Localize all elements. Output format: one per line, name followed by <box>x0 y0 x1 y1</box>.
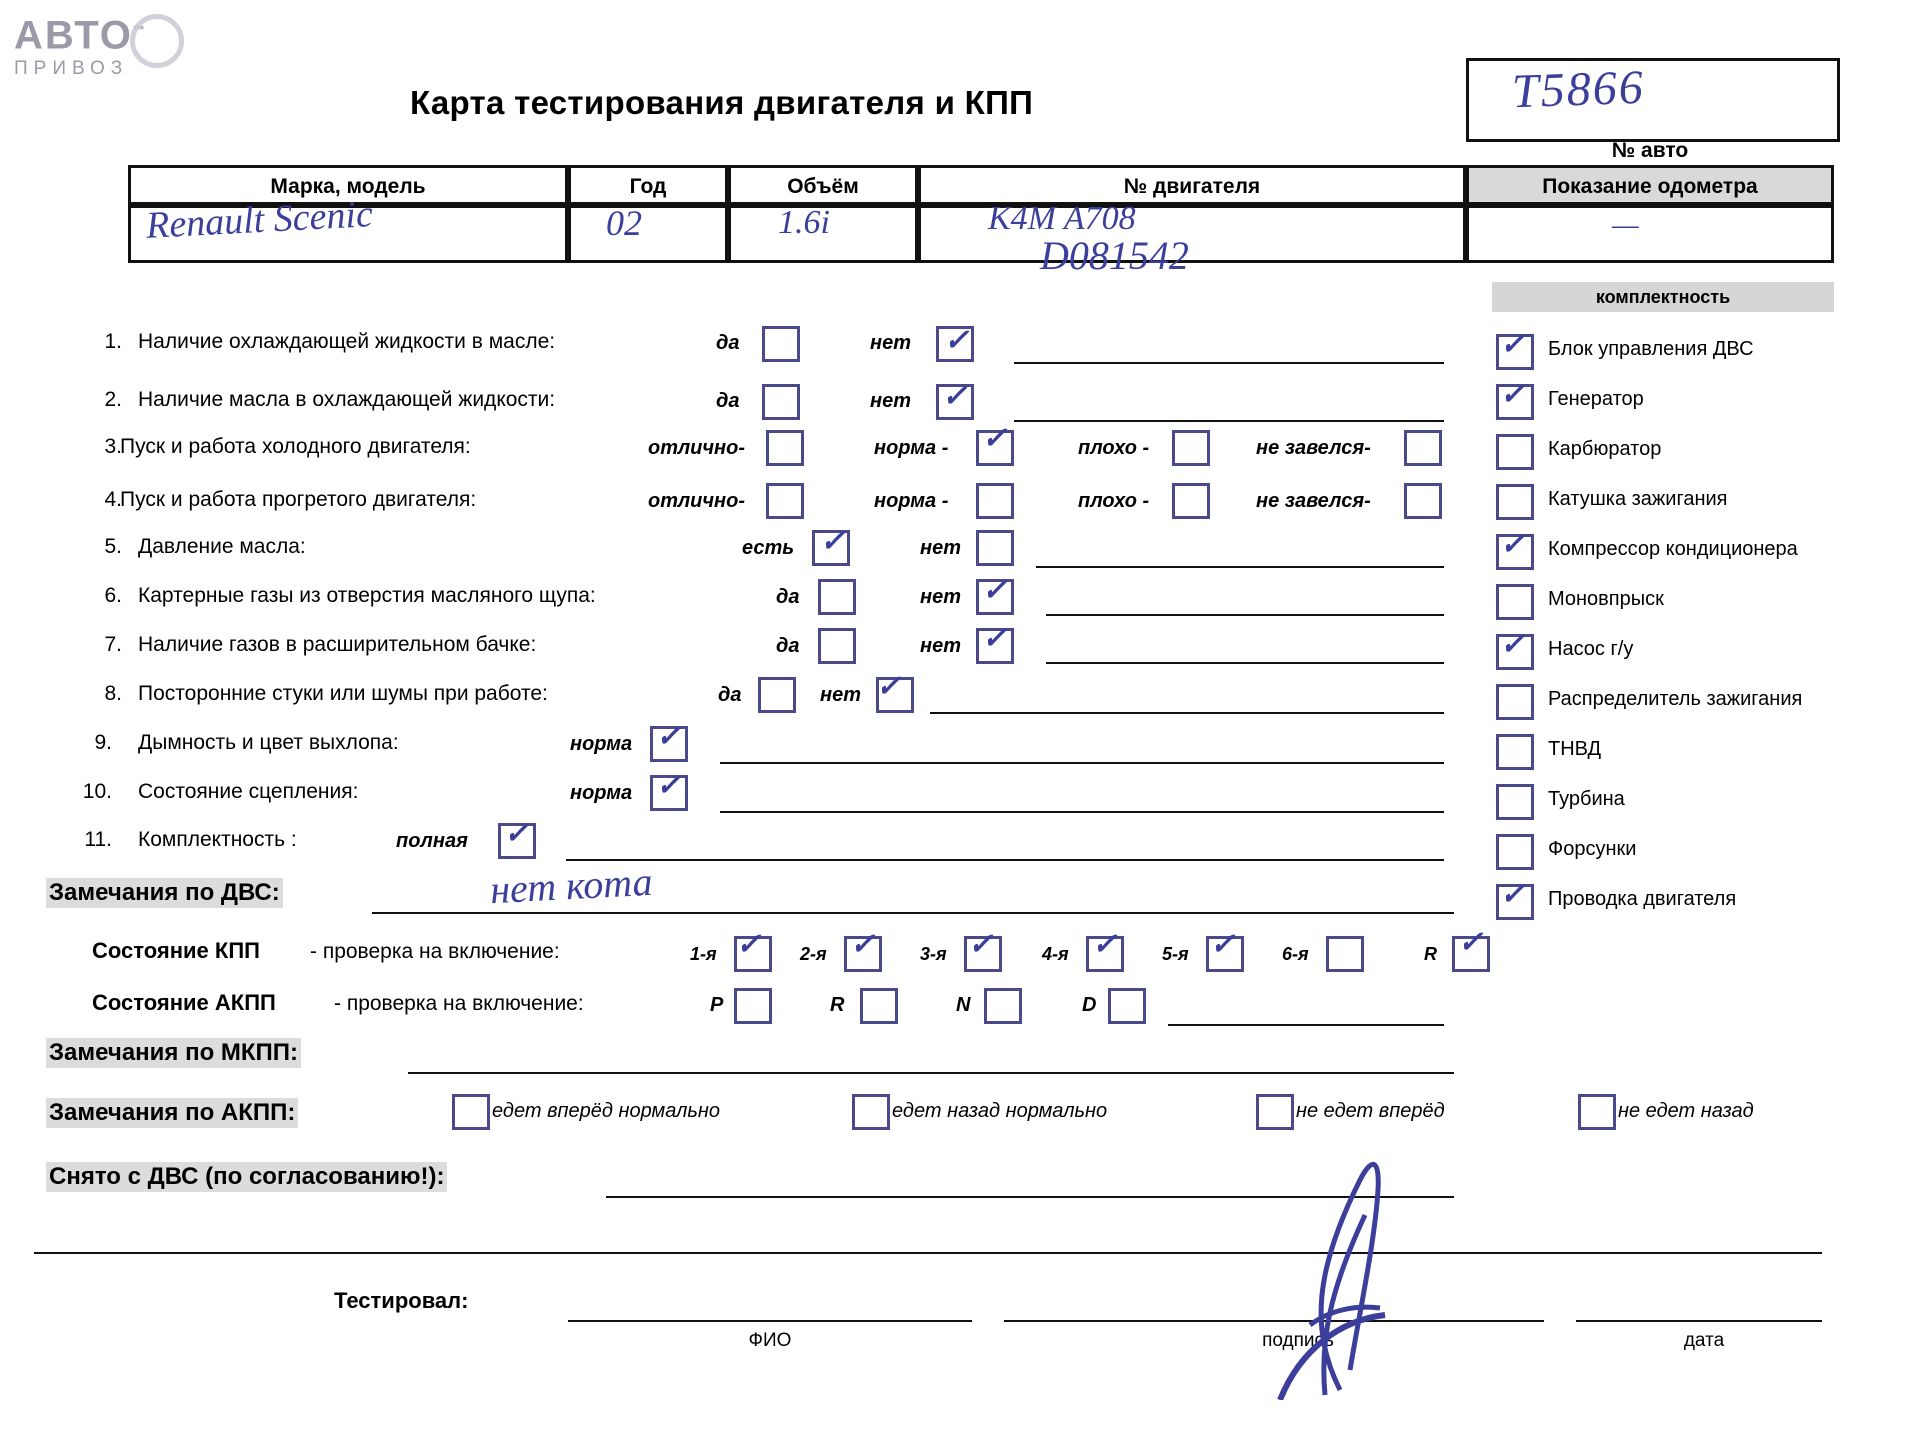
removed-label: Снято с ДВС (по согласованию!): <box>46 1162 447 1192</box>
notes-mkpp-line[interactable] <box>408 1072 1454 1074</box>
tick-compl-11: ✓ <box>1500 878 1526 911</box>
checkbox-4-nostart[interactable] <box>1404 483 1442 519</box>
checkbox-akpp-n[interactable] <box>984 988 1022 1024</box>
mkpp-label: Состояние КПП <box>92 938 260 963</box>
checkbox-akpp-d[interactable] <box>1108 988 1146 1024</box>
item-number-8: 8. <box>104 682 122 705</box>
tick-gear-5: ✓ <box>1210 928 1236 961</box>
date-line[interactable] <box>1576 1320 1822 1322</box>
tester-label: Тестировал: <box>334 1288 469 1313</box>
compl-label-1: Генератор <box>1548 388 1644 410</box>
item-number-1: 1. <box>104 330 122 353</box>
compl-label-10: Форсунки <box>1548 838 1637 860</box>
gear-label-6: 6-я <box>1282 944 1309 964</box>
checkbox-akpp-back-ok[interactable] <box>852 1094 890 1130</box>
akpp-suffix: - проверка на включение: <box>334 992 584 1015</box>
notes-engine-label: Замечания по ДВС: <box>46 878 283 908</box>
opt-label-8-net: нет <box>820 684 861 706</box>
compl-label-2: Карбюратор <box>1548 438 1662 460</box>
compl-label-11: Проводка двигателя <box>1548 888 1737 910</box>
opt-label-5-no: нет <box>920 537 961 559</box>
opt-label-11-full: полная <box>396 830 468 852</box>
note-line-5[interactable] <box>1036 566 1444 568</box>
compl-label-4: Компрессор кондиционера <box>1548 538 1798 560</box>
tick-compl-0: ✓ <box>1500 328 1526 361</box>
mkpp-suffix: - проверка на включение: <box>310 940 560 963</box>
compl-label-3: Катушка зажигания <box>1548 488 1728 510</box>
signature-caption: подпись <box>1262 1330 1334 1351</box>
item-text-6: Картерные газы из отверстия масляного щупа: <box>138 584 596 607</box>
note-line-9[interactable] <box>720 762 1444 764</box>
th-engine-no: № двигателя <box>918 165 1466 205</box>
item-text-4: Пуск и работа прогретого двигателя: <box>120 488 477 511</box>
opt-label-2-net: нет <box>870 390 911 412</box>
note-line-7[interactable] <box>1046 662 1444 664</box>
item-text-9: Дымность и цвет выхлопа: <box>138 731 399 754</box>
item-text-5: Давление масла: <box>138 535 306 558</box>
compl-label-8: ТНВД <box>1548 738 1602 760</box>
value-year: 02 <box>606 203 642 243</box>
note-line-6[interactable] <box>1046 614 1444 616</box>
opt-label-8-da: да <box>718 684 742 706</box>
note-line-2[interactable] <box>1014 420 1444 422</box>
tick-5-yes: ✓ <box>820 525 846 558</box>
checkbox-6-da[interactable] <box>818 579 856 615</box>
akpp-opt-label-0: едет вперёд нормально <box>492 1100 721 1122</box>
item-number-10: 10. <box>82 780 112 803</box>
akpp-opt-label-3: не едет назад <box>1618 1100 1754 1122</box>
opt-label-7-da: да <box>776 635 800 657</box>
opt-label-10-norm: норма <box>570 782 633 804</box>
tick-compl-1: ✓ <box>1500 378 1526 411</box>
akpp-label: Состояние АКПП <box>92 990 276 1015</box>
gear-label-1: 1-я <box>690 944 717 964</box>
tick-gear-2: ✓ <box>850 928 876 961</box>
completeness-header: комплектность <box>1492 282 1834 312</box>
checkbox-akpp-no-fwd[interactable] <box>1256 1094 1294 1130</box>
checkbox-2-da[interactable] <box>762 384 800 420</box>
opt-label-1-net: нет <box>870 332 911 354</box>
opt-label-2-da: да <box>716 390 740 412</box>
akpp-opt-label-2: не едет вперёд <box>1296 1100 1445 1122</box>
opt-label-7-net: нет <box>920 635 961 657</box>
checkbox-compl-7[interactable] <box>1496 684 1534 720</box>
checkbox-3-bad[interactable] <box>1172 430 1210 466</box>
opt-label-3-bad: плохо - <box>1078 437 1150 459</box>
checkbox-akpp-r[interactable] <box>860 988 898 1024</box>
item-number-4: 4. <box>104 488 122 511</box>
value-odometer: — <box>1612 208 1639 241</box>
item-text-3: Пуск и работа холодного двигателя: <box>120 435 471 458</box>
logo-tm: ™ <box>132 23 145 37</box>
item-text-2: Наличие масла в охлаждающей жидкости: <box>138 388 556 411</box>
opt-label-1-da: да <box>716 332 740 354</box>
note-line-11[interactable] <box>566 859 1444 861</box>
fio-line[interactable] <box>568 1320 972 1322</box>
value-engine-no-line2: D081542 <box>1040 233 1189 278</box>
note-line-10[interactable] <box>720 811 1444 813</box>
opt-label-3-nostart: не завелся- <box>1256 437 1371 459</box>
tick-6-net: ✓ <box>982 574 1008 607</box>
opt-label-4-excellent: отлично- <box>648 490 746 512</box>
handwritten-signature <box>1220 1130 1480 1400</box>
checkbox-akpp-fwd-ok[interactable] <box>452 1094 490 1130</box>
notes-engine-value: нет кота <box>488 858 654 913</box>
tick-8-net: ✓ <box>876 670 902 703</box>
date-caption: дата <box>1683 1330 1725 1351</box>
akpp-note-line[interactable] <box>1168 1024 1444 1026</box>
item-number-7: 7. <box>104 633 122 656</box>
compl-label-7: Распределитель зажигания <box>1548 688 1803 710</box>
checkbox-8-da[interactable] <box>758 677 796 713</box>
avtoprivoz-logo <box>14 8 194 88</box>
checkbox-5-no[interactable] <box>976 530 1014 566</box>
tick-11-full: ✓ <box>504 817 530 850</box>
tick-gear-1: ✓ <box>736 928 762 961</box>
compl-label-9: Турбина <box>1548 788 1625 810</box>
note-line-8[interactable] <box>930 712 1444 714</box>
opt-label-4-bad: плохо - <box>1078 490 1150 512</box>
tick-gear-3: ✓ <box>968 928 994 961</box>
item-text-11: Комплектность : <box>138 828 297 851</box>
item-number-3: 3. <box>104 435 122 458</box>
opt-label-6-net: нет <box>920 586 961 608</box>
gear-label-3: 3-я <box>920 944 947 964</box>
td-odometer[interactable] <box>1466 205 1834 263</box>
checkbox-4-norm[interactable] <box>976 483 1014 519</box>
tick-gear-r: ✓ <box>1458 926 1484 959</box>
checkbox-compl-10[interactable] <box>1496 834 1534 870</box>
akpp-label-r: R <box>830 994 845 1016</box>
value-brand-model: Renault Scenic <box>145 193 374 247</box>
checkbox-gear-6[interactable] <box>1326 936 1364 972</box>
checkbox-compl-3[interactable] <box>1496 484 1534 520</box>
tick-gear-4: ✓ <box>1092 928 1118 961</box>
logo-bottom-label: ПРИВОЗ <box>14 58 129 80</box>
checkbox-akpp-no-back[interactable] <box>1578 1094 1616 1130</box>
item-text-1: Наличие охлаждающей жидкости в масле: <box>138 330 556 353</box>
tick-7-net: ✓ <box>982 622 1008 655</box>
gear-label-4: 4-я <box>1042 944 1069 964</box>
th-volume: Объём <box>728 165 918 205</box>
auto-number-handwritten: T5866 <box>1511 60 1646 119</box>
value-volume: 1.6i <box>778 204 830 241</box>
opt-label-6-da: да <box>776 586 800 608</box>
auto-number-label: № авто <box>1611 139 1689 162</box>
tick-10-norm: ✓ <box>656 769 682 802</box>
opt-label-3-excellent: отлично- <box>648 437 746 459</box>
tick-compl-4: ✓ <box>1500 528 1526 561</box>
checkbox-3-nostart[interactable] <box>1404 430 1442 466</box>
checkbox-4-bad[interactable] <box>1172 483 1210 519</box>
logo-top-label: АВТО <box>14 13 133 58</box>
item-number-2: 2. <box>104 388 122 411</box>
item-text-7: Наличие газов в расширительном бачке: <box>138 633 537 656</box>
checkbox-1-da[interactable] <box>762 326 800 362</box>
value-engine-no-line1: K4M A708 <box>988 200 1136 237</box>
notes-mkpp-label: Замечания по МКПП: <box>46 1038 301 1068</box>
compl-label-6: Насос г/у <box>1548 638 1634 660</box>
gear-label-r: R <box>1424 944 1437 964</box>
logo-ring-icon <box>130 14 184 68</box>
opt-label-9-norm: норма <box>570 733 633 755</box>
compl-label-5: Моновпрыск <box>1548 588 1664 610</box>
checkbox-akpp-p[interactable] <box>734 988 772 1024</box>
header-table <box>128 165 1834 263</box>
item-number-11: 11. <box>84 828 112 851</box>
item-number-6: 6. <box>104 584 122 607</box>
opt-label-4-norm: норма - <box>874 490 949 512</box>
compl-label-0: Блок управления ДВС <box>1548 338 1754 360</box>
opt-label-5-yes: есть <box>742 537 795 559</box>
checkbox-compl-2[interactable] <box>1496 434 1534 470</box>
opt-label-4-nostart: не завелся- <box>1256 490 1371 512</box>
note-line-1[interactable] <box>1014 362 1444 364</box>
item-number-9: 9. <box>94 731 112 754</box>
tick-9-norm: ✓ <box>656 720 682 753</box>
checkbox-compl-5[interactable] <box>1496 584 1534 620</box>
item-text-8: Посторонние стуки или шумы при работе: <box>138 682 548 705</box>
akpp-label-p: P <box>710 994 724 1016</box>
page-title: Карта тестирования двигателя и КПП <box>410 84 1034 121</box>
tick-1-net: ✓ <box>944 324 970 357</box>
opt-label-3-norm: норма - <box>874 437 949 459</box>
gear-label-5: 5-я <box>1162 944 1189 964</box>
checkbox-compl-8[interactable] <box>1496 734 1534 770</box>
fio-caption: ФИО <box>748 1330 792 1351</box>
akpp-opt-label-1: едет назад нормально <box>892 1100 1108 1122</box>
gear-label-2: 2-я <box>800 944 827 964</box>
th-year: Год <box>568 165 728 205</box>
checkbox-compl-9[interactable] <box>1496 784 1534 820</box>
checkbox-3-excellent[interactable] <box>766 430 804 466</box>
checkbox-7-da[interactable] <box>818 628 856 664</box>
akpp-label-n: N <box>956 994 971 1016</box>
checkbox-4-excellent[interactable] <box>766 483 804 519</box>
notes-akpp-label: Замечания по АКПП: <box>46 1098 298 1128</box>
th-brand-model: Марка, модель <box>128 165 568 205</box>
tick-3-norm: ✓ <box>982 422 1008 455</box>
akpp-label-d: D <box>1082 994 1097 1016</box>
tick-compl-6: ✓ <box>1500 628 1526 661</box>
tick-2-net: ✓ <box>942 380 968 413</box>
notes-engine-line[interactable] <box>372 912 1454 914</box>
td-year[interactable] <box>568 205 728 263</box>
item-text-10: Состояние сцепления: <box>138 780 359 803</box>
item-number-5: 5. <box>104 535 122 558</box>
removed-line-2[interactable] <box>34 1252 1822 1254</box>
th-odometer: Показание одометра <box>1466 165 1834 205</box>
